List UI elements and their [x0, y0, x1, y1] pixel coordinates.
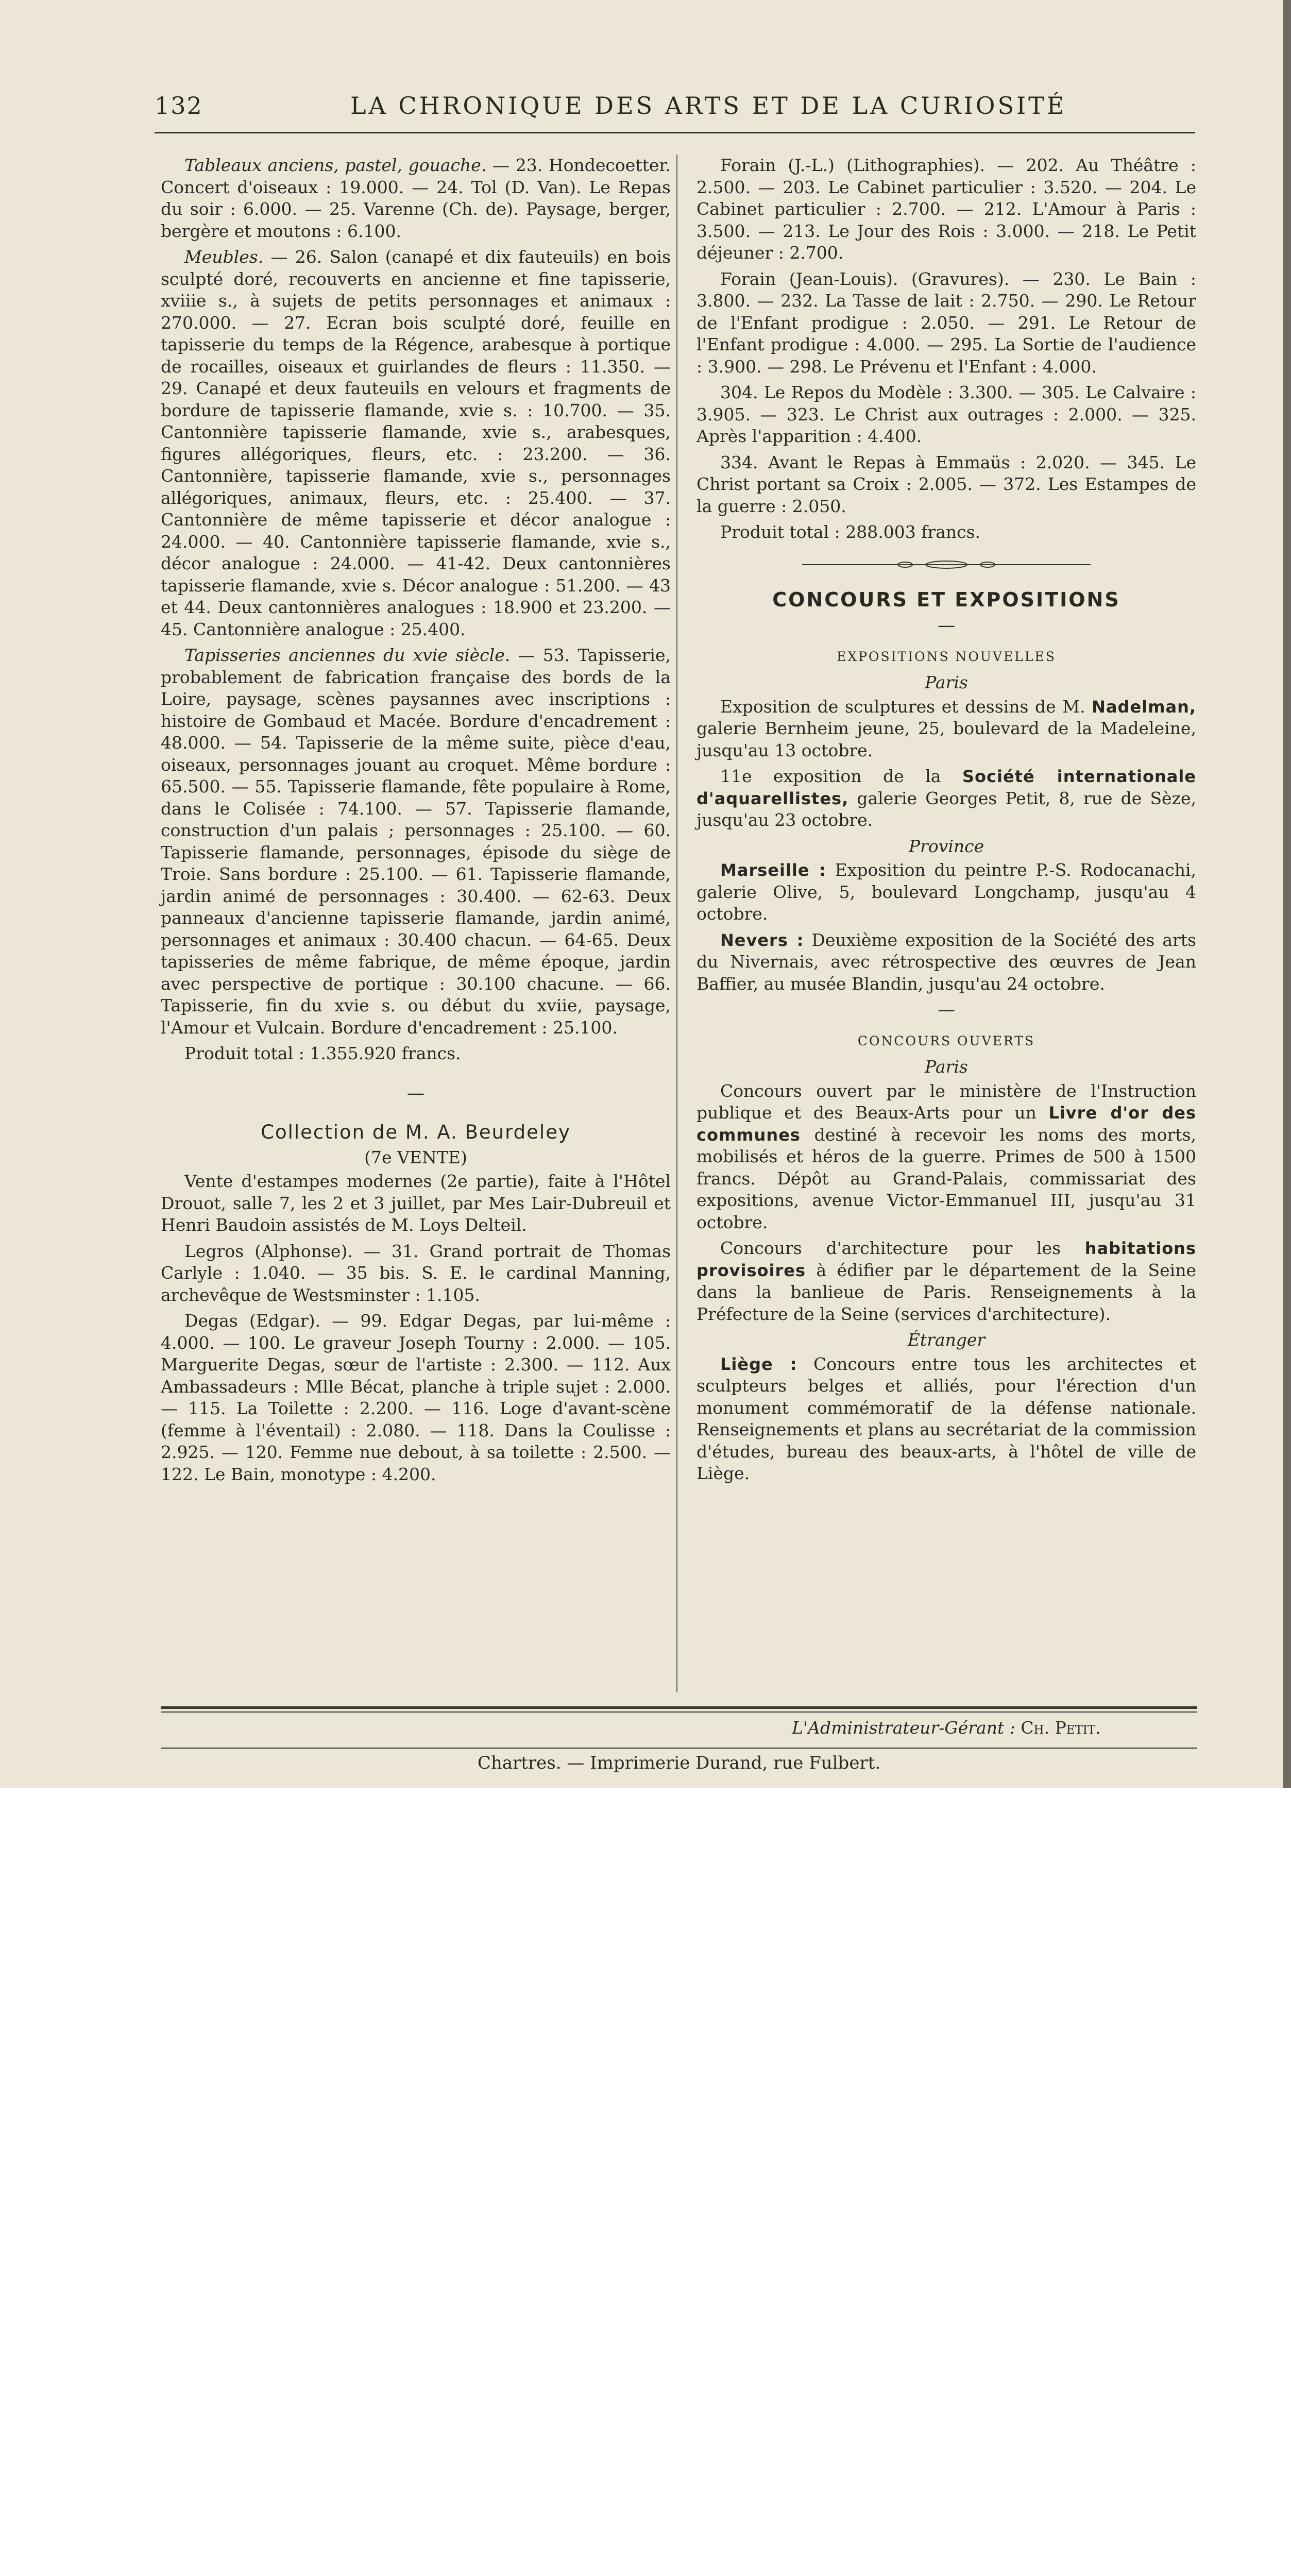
expo-nadelman-details: galerie Bernheim jeune, 25, boulevard de la Madeleine, jusqu'au 13 octobre. [697, 718, 1196, 760]
text-meubles: — 26. Salon (canapé et dix fauteuils) en bois sculpté doré, recouverts en ancienne et fine tapisserie, xviiie s., à sujets de petits personnages et animaux : 270.000. — 27. Ecran bois sculpté doré, feuille en tapisserie du temps de la Régence, arabesque à portique de rocailles, oiseaux et guirlandes de fleurs : 11.350. — 29. Canapé et deux fauteuils en velours et fragments de bordure de tapisserie flamande, xvie s. : 10.700. — 35. Cantonnière tapisserie flamande, xvie s., arabesques, figures allégoriques, fleurs, etc. : 23.200. — 36. Cantonnière, tapisserie flamande, xvie s., personnages allégoriques, animaux, fleurs, etc. : 25.400. — 37. Cantonnière de même tapisserie et décor analogue : 24.000. — 40. Cantonnière tapisserie flamande, xvie s., décor analogue : 24.000. — 41-42. Deux cantonnières tapisserie flamande, xvie s. Décor analogue : 51.200. — 43 et 44. Deux cantonnières analogues : 18.900 et 23.200. — 45. Cantonnière analogue : 25.400. [161, 247, 671, 639]
text-tapisseries: — 53. Tapisserie, probablement de fabrication française des bords de la Loire, paysage, scènes paysannes avec inscriptions : histoire de Gombaud et Macée. Bordure d'encadrement : 48.000. — 54. Tapisserie de la même suite, pièce d'eau, oiseaux, personnages jouant au croquet. Même bordure : 65.500. — 55. Tapisserie flamande, fête populaire à Rome, dans le Colisée : 74.100. — 57. Tapisserie flamande, construction d'un palais ; personnages : 25.100. — 60. Tapisserie flamande, personnages, épisode du siège de Troie. Sans bordure : 25.100. — 61. Tapisserie flamande, jardin animé de personnages : 30.400. — 62-63. Deux panneaux d'ancienne tapisserie flamande, jardin animé, personnages et animaux : 30.400 chacun. — 64-65. Deux tapisseries de même fabrique, de même époque, jardin avec perspective de portique : 30.100 chacune. — 66. Tapisserie, fin du xvie s. ou début du xviie, paysage, l'Amour et Vulcain. Bordure d'encadrement : 25.100. [161, 645, 671, 1038]
gerant-title: L'Administrateur-Gérant : [792, 1718, 1021, 1738]
concours-habitations-details: à édifier par le département de la Seine dans la banlieue de Paris. Renseignements à la Préfecture de la Seine (services d'architecture). [697, 1260, 1196, 1324]
expo-nadelman-name: Nadelman, [1092, 697, 1196, 717]
expo-nevers-details: Deuxième exposition de la Société des arts du Nivernais, avec rétrospective des œuvres de Jean Baffier, au musée Blandin, jusqu'au 24 octobre. [697, 929, 1196, 994]
heading-tapisseries: Tapisseries anciennes du xvie siècle. [184, 645, 511, 665]
expo-marseille-city: Marseille : [720, 860, 826, 880]
heading-meubles: Meubles. [184, 247, 264, 267]
paragraph-forain-litho: Forain (J.-L.) (Lithographies). — 202. Au Théâtre : 2.500. — 203. Le Cabinet particulier : 3.520. — 204. Le Cabinet particulier : 2.700. — 212. L'Amour à Paris : 3.500. — 213. Le Jour des Rois : 3.000. — 218. Le Petit déjeuner : 2.700. [697, 155, 1196, 263]
expo-nadelman-intro: Exposition de sculptures et dessins de M. [720, 696, 1092, 717]
concours-liege-details: Concours entre tous les architectes et sculpteurs belges et alliés, pour l'érection d'un monument commémoratif de la défense nationale. Renseignements et plans au secrétariat de la commission d'études, bureau des beaux-arts, à l'hôtel de ville de Liège. [697, 1353, 1196, 1483]
separator-dash: — [938, 999, 955, 1020]
header-rule [155, 132, 1195, 133]
page-number: 132 [155, 92, 203, 120]
expo-aquarellistes-details: galerie Georges Petit, 8, rue de Sèze, jusqu'au 23 octobre. [697, 788, 1196, 830]
section-title: CONCOURS ET EXPOSITIONS [772, 588, 1120, 611]
page-edge [1283, 0, 1291, 1788]
heading-paris: Paris [925, 672, 968, 692]
paragraph-forain-gravures: Forain (Jean-Louis). (Gravures). — 230. Le Bain : 3.800. — 232. La Tasse de lait : 2.750. — 290. Le Retour de l'Enfant prodigue : 2.050. — 291. Le Retour de l'Enfant prodigue : 4.000. — 295. La Sortie de l'audience : 3.900. — 298. Le Prévenu et l'Enfant : 4.000. [697, 268, 1196, 377]
collection-title: Collection de M. A. Beurdeley [261, 1121, 571, 1143]
concours-liege [697, 1353, 1196, 1485]
heading-expositions: EXPOSITIONS NOUVELLES [837, 649, 1056, 664]
bottom-rule [161, 1706, 1197, 1709]
concours-habitations [697, 1238, 1196, 1325]
heading-etranger: Étranger [907, 1330, 986, 1350]
concours-liege-city: Liège : [720, 1354, 797, 1374]
paragraph-tapisseries [161, 645, 671, 1039]
bottom-rule-thin [161, 1711, 1197, 1713]
heading-province: Province [908, 836, 984, 856]
paragraph-degas: Degas (Edgar). — 99. Edgar Degas, par lui-même : 4.000. — 100. Le graveur Joseph Tourny : 2.000. — 105. Marguerite Degas, sœur de l'artiste : 2.300. — 112. Aux Ambassadeurs : Mlle Bécat, planche à triple sujet : 2.000. — 115. La Toilette : 2.200. — 116. Loge d'avant-scène (femme à l'éventail) : 2.080. — 118. Dans la Coulisse : 2.925. — 120. Femme nue debout, à sa toilette : 2.500. — 122. Le Bain, monotype : 4.200. [161, 1311, 671, 1484]
right-column [697, 155, 1196, 1489]
paragraph-meubles [161, 246, 671, 640]
expo-nevers [697, 929, 1196, 995]
column-divider [676, 155, 677, 1692]
total-left: Produit total : 1.355.920 francs. [184, 1043, 461, 1063]
heading-tableaux: Tableaux anciens, pastel, gouache. [184, 155, 487, 175]
concours-livre-or-intro: Concours ouvert par le ministère de l'Instruction publique et des Beaux-Arts pour un [697, 1080, 1196, 1123]
expo-nadelman [697, 696, 1196, 762]
paragraph-forain-334: 334. Avant le Repas à Emmaüs : 2.020. — 345. Le Christ portant sa Croix : 2.005. — 372. Les Estampes de la guerre : 2.050. [697, 452, 1196, 516]
running-head [155, 89, 1195, 126]
expo-nevers-city: Nevers : [720, 930, 804, 950]
imprint-rule [161, 1748, 1197, 1749]
expo-marseille-details: Exposition du peintre P.-S. Rodocanachi, galerie Olive, 5, boulevard Longchamp, jusqu'au 4 octobre. [697, 860, 1196, 924]
concours-habitations-name: habitations provisoires [697, 1239, 1196, 1280]
paragraph-vente: Vente d'estampes modernes (2e partie), faite à l'Hôtel Drouot, salle 7, les 2 et 3 juillet, par Mes Lair-Dubreuil et Henri Baudoin assistés de M. Loys Delteil. [161, 1171, 671, 1235]
paragraph-tableaux [161, 155, 671, 242]
total-right: Produit total : 288.003 francs. [720, 522, 981, 542]
collection-subtitle: (7e VENTE) [364, 1147, 467, 1167]
text-tableaux: — 23. Hondecoetter. Concert d'oiseaux : 19.000. — 24. Tol (D. Van). Le Repas du soir : 6.000. — 25. Varenne (Ch. de). Paysage, berger, bergère et moutons : 6.100. [161, 155, 671, 241]
concours-livre-or [697, 1080, 1196, 1234]
paragraph-legros: Legros (Alphonse). — 31. Grand portrait de Thomas Carlyle : 1.040. — 35 bis. S. E. le cardinal Manning, archevêque de Westsminster : 1.105. [161, 1241, 671, 1305]
paragraph-forain-304: 304. Le Repos du Modèle : 3.300. — 305. Le Calvaire : 3.905. — 323. Le Christ aux outrages : 2.000. — 325. Après l'apparition : 4.400. [697, 382, 1196, 446]
gerant-line [697, 1718, 1196, 1738]
expo-marseille [697, 859, 1196, 925]
concours-livre-or-details: destiné à recevoir les noms des morts, mobilisés et héros de la guerre. Primes de 500 à 1500 francs. Dépôt au Grand-Palais, commissariat des expositions, avenue Victor-Emmanuel III, jusqu'au 31 octobre. [697, 1124, 1196, 1232]
separator-dash: — [938, 615, 955, 636]
heading-paris-concours: Paris [925, 1057, 968, 1077]
left-column [161, 155, 671, 1489]
concours-livre-or-name: Livre d'or des communes [697, 1103, 1197, 1145]
expo-aquarellistes-name: Société internationale d'aquarellistes, [697, 767, 1197, 808]
concours-habitations-intro: Concours d'architecture pour les [720, 1238, 1085, 1258]
gerant-name: Ch. Petit. [1021, 1718, 1101, 1738]
heading-concours: CONCOURS OUVERTS [857, 1033, 1035, 1048]
journal-title: LA CHRONIQUE DES ARTS ET DE LA CURIOSITÉ [350, 92, 1067, 120]
imprint: Chartres. — Imprimerie Durand, rue Fulbert. [477, 1753, 881, 1773]
expo-aquarellistes-intro: 11e exposition de la [720, 766, 962, 786]
separator-dash: — [407, 1082, 424, 1104]
digitization-footer [0, 1788, 1291, 1944]
ornament-divider [802, 559, 1091, 570]
expo-aquarellistes [697, 766, 1196, 832]
